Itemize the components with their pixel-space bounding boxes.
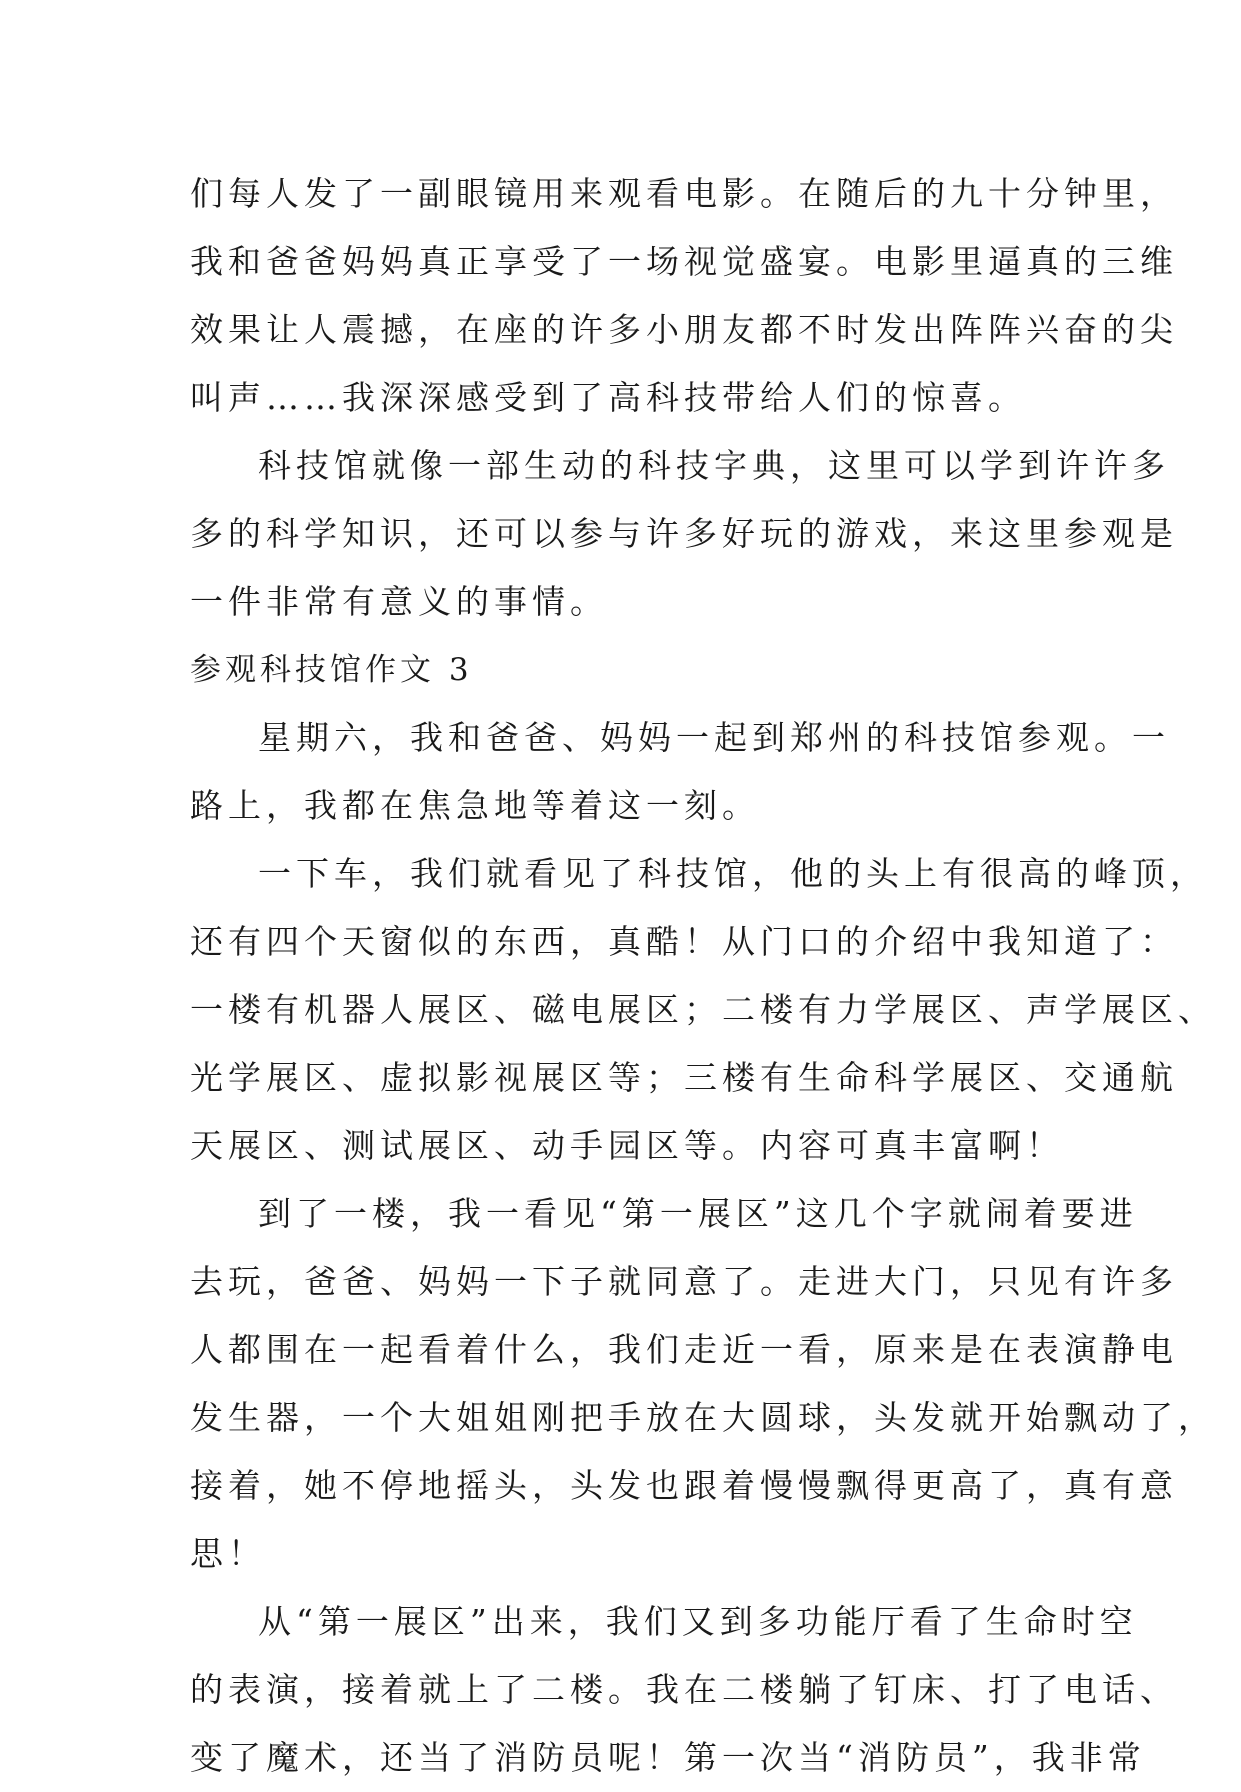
text-line: 一件非常有意义的事情。 [190,582,608,621]
text-line: 天展区、测试展区、动手园区等。内容可真丰富啊！ [190,1126,1064,1165]
text-line: 发生器，一个大姐姐刚把手放在大圆球，头发就开始飘动了， [190,1398,1216,1437]
paragraph-first-line: 到了一楼，我一看见“第一展区”这几个字就闹着要进 [258,1194,1138,1233]
text-line: 变了魔术，还当了消防员呢！第一次当“消防员”，我非常 [190,1738,1146,1777]
text-line: 一楼有机器人展区、磁电展区；二楼有力学展区、声学展区、 [190,990,1216,1029]
text-line: 多的科学知识，还可以参与许多好玩的游戏，来这里参观是 [190,514,1178,553]
text-line: 人都围在一起看着什么，我们走近一看，原来是在表演静电 [190,1330,1178,1369]
text-line: 光学展区、虚拟影视展区等；三楼有生命科学展区、交通航 [190,1058,1178,1097]
paragraph-first-line: 星期六，我和爸爸、妈妈一起到郑州的科技馆参观。一 [258,718,1170,757]
text-line: 思！ [190,1534,266,1573]
text-line: 还有四个天窗似的东西，真酷！从门口的介绍中我知道了： [190,922,1178,961]
text-line: 去玩，爸爸、妈妈一下子就同意了。走进大门，只见有许多 [190,1262,1178,1301]
text-line: 接着，她不停地摇头，头发也跟着慢慢飘得更高了，真有意 [190,1466,1178,1505]
text-line: 叫声……我深深感受到了高科技带给人们的惊喜。 [190,378,1026,417]
text-line: 我和爸爸妈妈真正享受了一场视觉盛宴。电影里逼真的三维 [190,242,1178,281]
paragraph-first-line: 一下车，我们就看见了科技馆，他的头上有很高的峰顶， [258,854,1208,893]
text-line: 的表演，接着就上了二楼。我在二楼躺了钉床、打了电话、 [190,1670,1178,1709]
article-body [190,160,1216,1792]
paragraph-first-line: 科技馆就像一部生动的科技字典，这里可以学到许许多 [258,446,1170,485]
paragraph-first-line: 从“第一展区”出来，我们又到多功能厅看了生命时空 [258,1602,1138,1641]
text-line: 效果让人震撼，在座的许多小朋友都不时发出阵阵兴奋的尖 [190,310,1178,349]
section-heading: 参观科技馆作文 3 [190,652,473,688]
text-line: 路上，我都在焦急地等着这一刻。 [190,786,760,825]
text-line: 们每人发了一副眼镜用来观看电影。在随后的九十分钟里， [190,174,1178,213]
